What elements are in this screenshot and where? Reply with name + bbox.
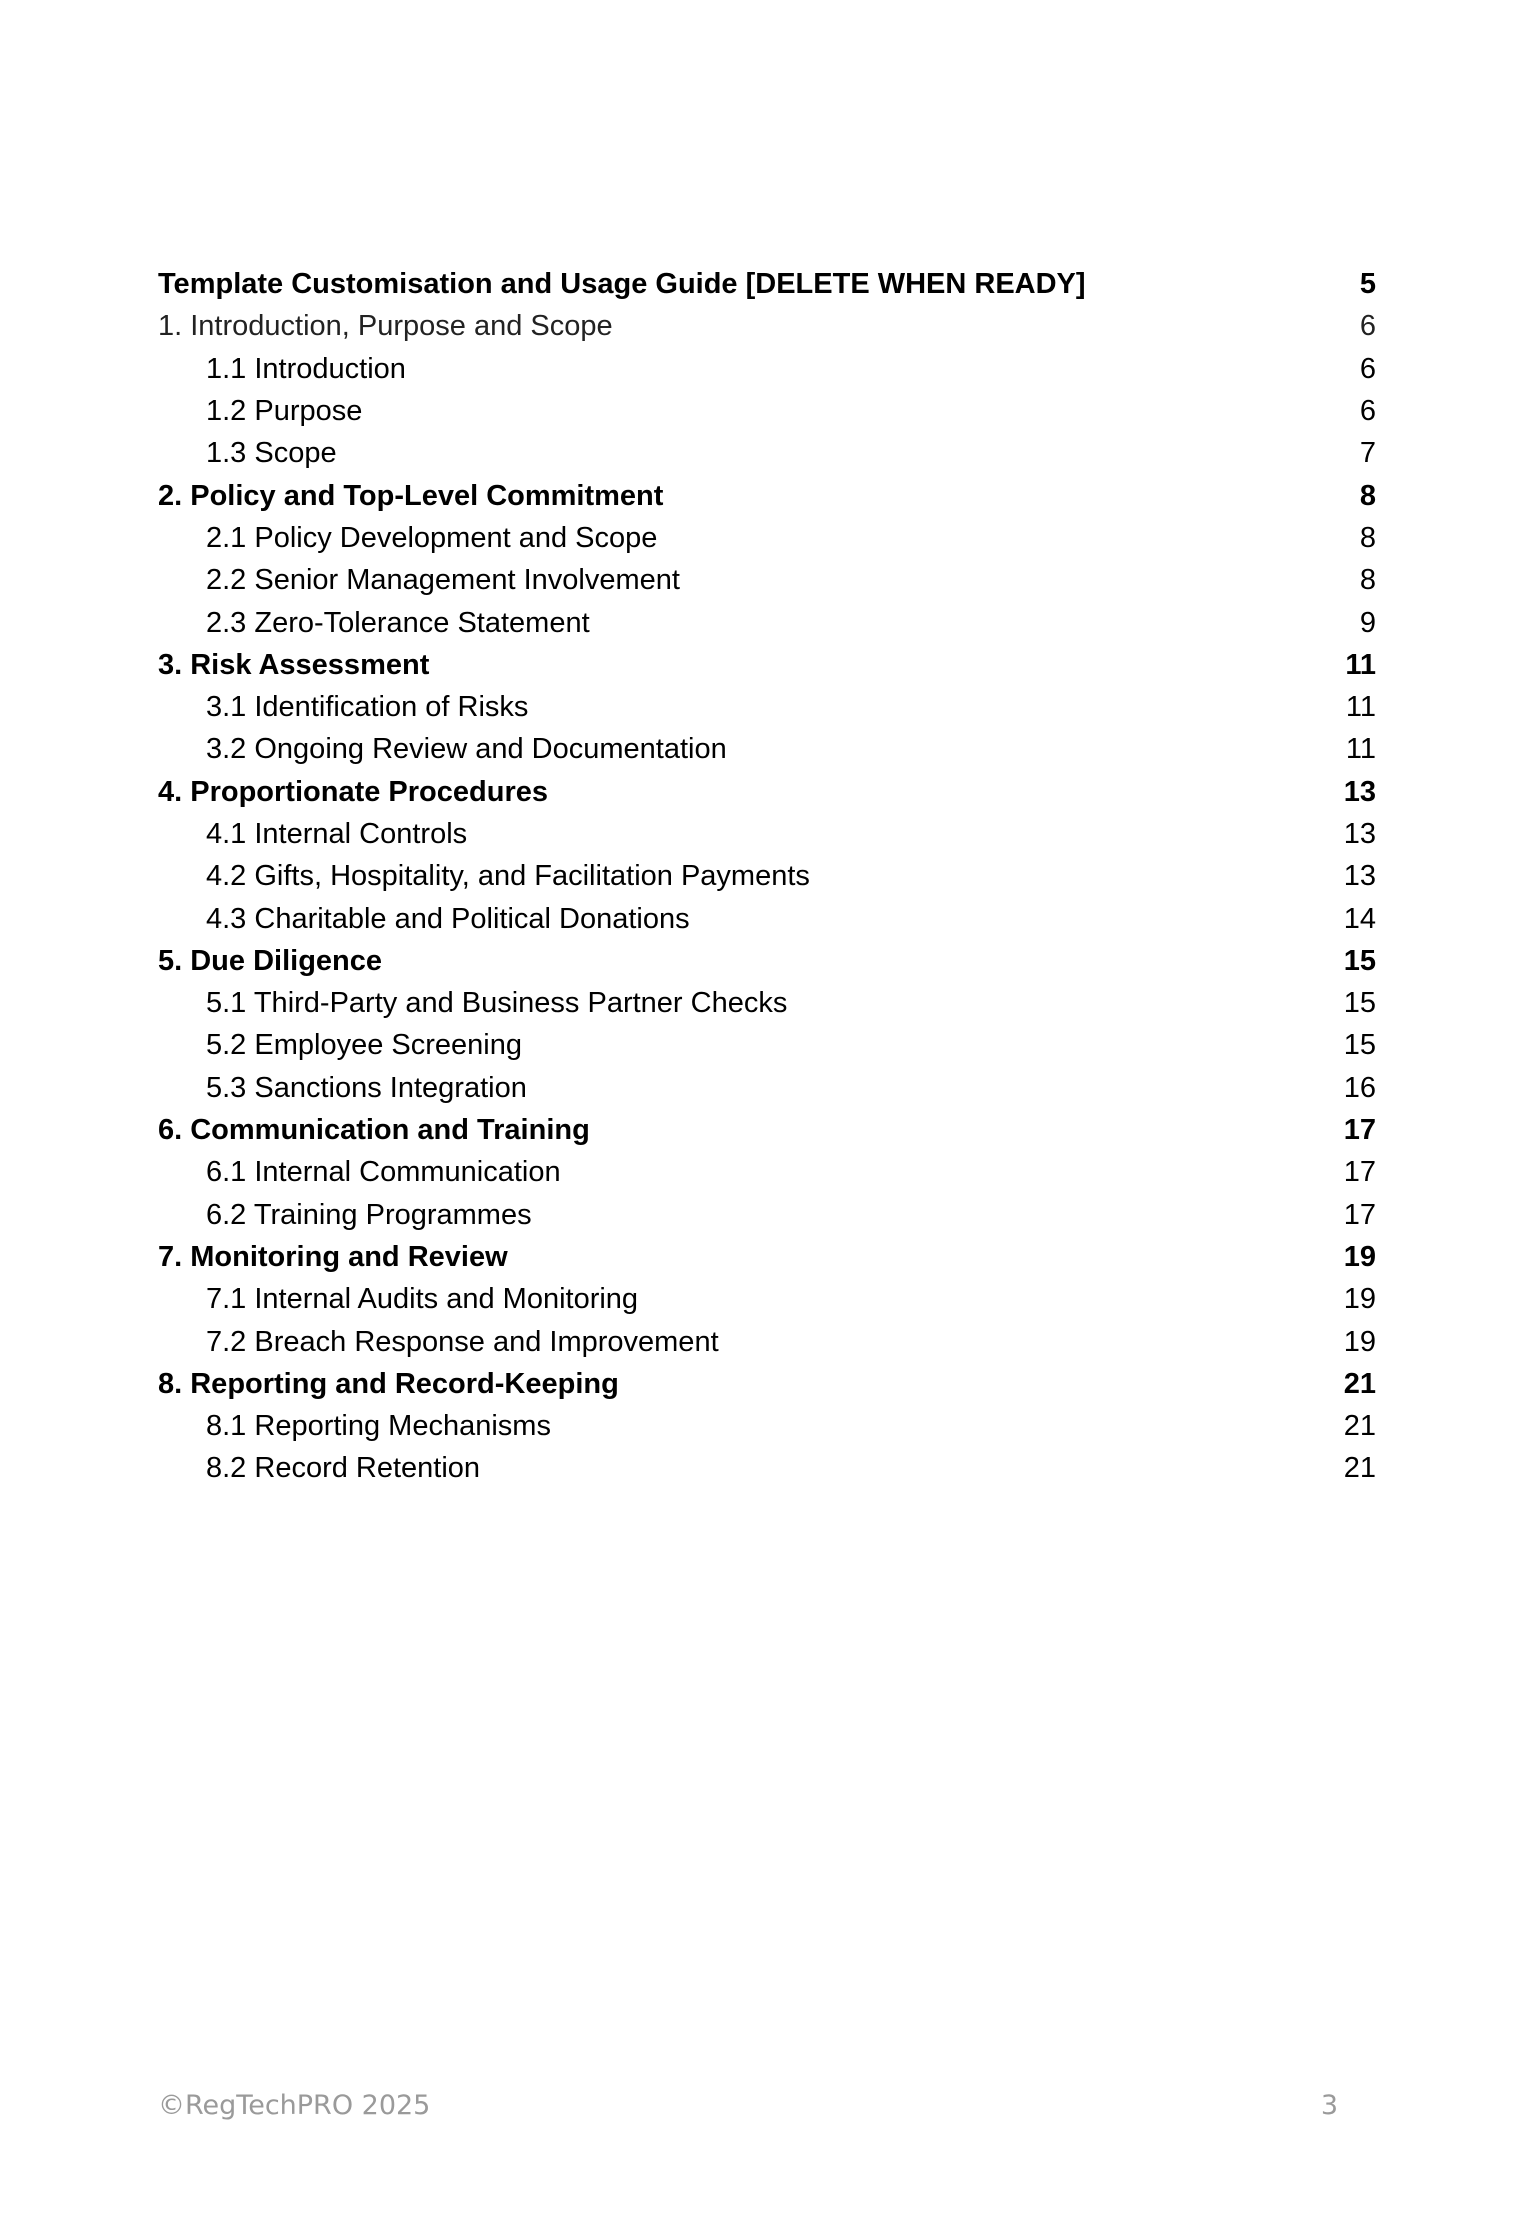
toc-entry-title: 4.3 Charitable and Political Donations (206, 902, 690, 935)
toc-entry-title: 7. Monitoring and Review (158, 1240, 508, 1273)
toc-entry-page-number: 9 (1359, 606, 1376, 639)
toc-subsection-entry[interactable] (158, 1067, 1376, 1109)
toc-entry-page-number: 17 (1343, 1114, 1376, 1147)
toc-entry-page-number: 14 (1343, 902, 1376, 935)
toc-entry-page-number: 7 (1359, 437, 1376, 470)
toc-entry-title: 2.3 Zero-Tolerance Statement (206, 606, 590, 639)
toc-subsection-entry[interactable] (158, 855, 1376, 897)
toc-subsection-entry[interactable] (158, 728, 1376, 770)
toc-subsection-entry[interactable] (158, 559, 1376, 601)
toc-section-entry[interactable] (158, 771, 1376, 813)
toc-entry-page-number: 5 (1359, 268, 1376, 301)
toc-subsection-entry[interactable] (158, 517, 1376, 559)
toc-entry-title: 3.2 Ongoing Review and Documentation (206, 733, 727, 766)
toc-entry-page-number: 16 (1343, 1071, 1376, 1104)
toc-entry-title: Template Customisation and Usage Guide [DELETE WHEN READY] (158, 268, 1086, 301)
toc-section-entry[interactable] (158, 263, 1376, 305)
toc-entry-page-number: 19 (1343, 1240, 1376, 1273)
toc-entry-title: 3. Risk Assessment (158, 648, 430, 681)
toc-entry-title: 2. Policy and Top-Level Commitment (158, 479, 664, 512)
toc-entry-title: 2.1 Policy Development and Scope (206, 521, 658, 554)
toc-entry-page-number: 13 (1343, 775, 1376, 808)
toc-entry-title: 6. Communication and Training (158, 1114, 590, 1147)
toc-entry-title: 5. Due Diligence (158, 944, 383, 977)
toc-entry-title: 1.2 Purpose (206, 395, 363, 428)
toc-subsection-entry[interactable] (158, 897, 1376, 939)
toc-entry-title: 4.2 Gifts, Hospitality, and Facilitation Payments (206, 860, 810, 893)
toc-subsection-entry[interactable] (158, 686, 1376, 728)
toc-entry-page-number: 15 (1343, 1029, 1376, 1062)
toc-entry-page-number: 15 (1343, 944, 1376, 977)
toc-subsection-entry[interactable] (158, 1278, 1376, 1320)
toc-entry-page-number: 13 (1343, 818, 1376, 850)
toc-entry-page-number: 21 (1343, 1452, 1376, 1485)
toc-entry-page-number: 11 (1345, 733, 1376, 766)
toc-subsection-entry[interactable] (158, 348, 1376, 390)
toc-entry-title: 8.1 Reporting Mechanisms (206, 1410, 551, 1443)
toc-entry-page-number: 6 (1359, 310, 1376, 343)
toc-subsection-entry[interactable] (158, 1447, 1376, 1489)
toc-entry-title: 5.1 Third-Party and Business Partner Checks (206, 987, 788, 1020)
toc-entry-page-number: 13 (1343, 860, 1376, 893)
toc-entry-title: 8. Reporting and Record-Keeping (158, 1367, 619, 1400)
toc-entry-title: 5.2 Employee Screening (206, 1029, 522, 1062)
toc-subsection-entry[interactable] (158, 982, 1376, 1024)
toc-entry-page-number: 15 (1343, 987, 1376, 1020)
toc-entry-title: 1.3 Scope (206, 437, 337, 470)
toc-entry-page-number: 21 (1343, 1410, 1376, 1443)
toc-section-entry[interactable] (158, 940, 1376, 982)
toc-entry-title: 4. Proportionate Procedures (158, 775, 548, 808)
toc-entry-title: 6.1 Internal Communication (206, 1156, 561, 1189)
toc-subsection-entry[interactable] (158, 1151, 1376, 1193)
toc-section-entry[interactable] (158, 1109, 1376, 1151)
toc-entry-page-number: 8 (1359, 564, 1376, 597)
page-footer (158, 2090, 1338, 2121)
toc-entry-title: 7.1 Internal Audits and Monitoring (206, 1283, 639, 1316)
toc-entry-title: 6.2 Training Programmes (206, 1198, 532, 1231)
toc-entry-page-number: 8 (1359, 521, 1376, 554)
toc-subsection-entry[interactable] (158, 813, 1376, 855)
table-of-contents (158, 263, 1376, 1490)
toc-entry-title: 3.1 Identification of Risks (206, 691, 529, 724)
toc-entry-title: 8.2 Record Retention (206, 1452, 481, 1485)
toc-entry-title: 7.2 Breach Response and Improvement (206, 1325, 719, 1358)
toc-entry-title: 4.1 Internal Controls (206, 818, 468, 850)
toc-entry-title: 2.2 Senior Management Involvement (206, 564, 680, 597)
toc-subsection-entry[interactable] (158, 1405, 1376, 1447)
toc-subsection-entry[interactable] (158, 432, 1376, 474)
toc-entry-page-number: 19 (1343, 1325, 1376, 1358)
toc-entry-page-number: 21 (1343, 1367, 1376, 1400)
toc-entry-title: 5.3 Sanctions Integration (206, 1071, 527, 1104)
toc-section-entry[interactable] (158, 1236, 1376, 1278)
toc-entry-title: 1. Introduction, Purpose and Scope (158, 310, 613, 343)
toc-section-entry[interactable] (158, 305, 1376, 347)
toc-subsection-entry[interactable] (158, 1320, 1376, 1362)
toc-subsection-entry[interactable] (158, 1194, 1376, 1236)
toc-entry-page-number: 8 (1359, 479, 1376, 512)
toc-subsection-entry[interactable] (158, 1024, 1376, 1066)
toc-entry-page-number: 6 (1359, 352, 1376, 385)
toc-entry-title: 1.1 Introduction (206, 352, 406, 385)
toc-subsection-entry[interactable] (158, 601, 1376, 643)
toc-entry-page-number: 17 (1343, 1198, 1376, 1231)
toc-entry-page-number: 19 (1343, 1283, 1376, 1316)
footer-copyright: ©RegTechPRO 2025 (158, 2090, 431, 2121)
toc-entry-page-number: 11 (1345, 648, 1376, 681)
footer-page-number: 3 (1320, 2090, 1338, 2121)
toc-entry-page-number: 6 (1359, 395, 1376, 428)
toc-section-entry[interactable] (158, 474, 1376, 516)
toc-entry-page-number: 11 (1345, 691, 1376, 724)
toc-entry-page-number: 17 (1343, 1156, 1376, 1189)
toc-section-entry[interactable] (158, 1363, 1376, 1405)
toc-section-entry[interactable] (158, 644, 1376, 686)
toc-subsection-entry[interactable] (158, 390, 1376, 432)
